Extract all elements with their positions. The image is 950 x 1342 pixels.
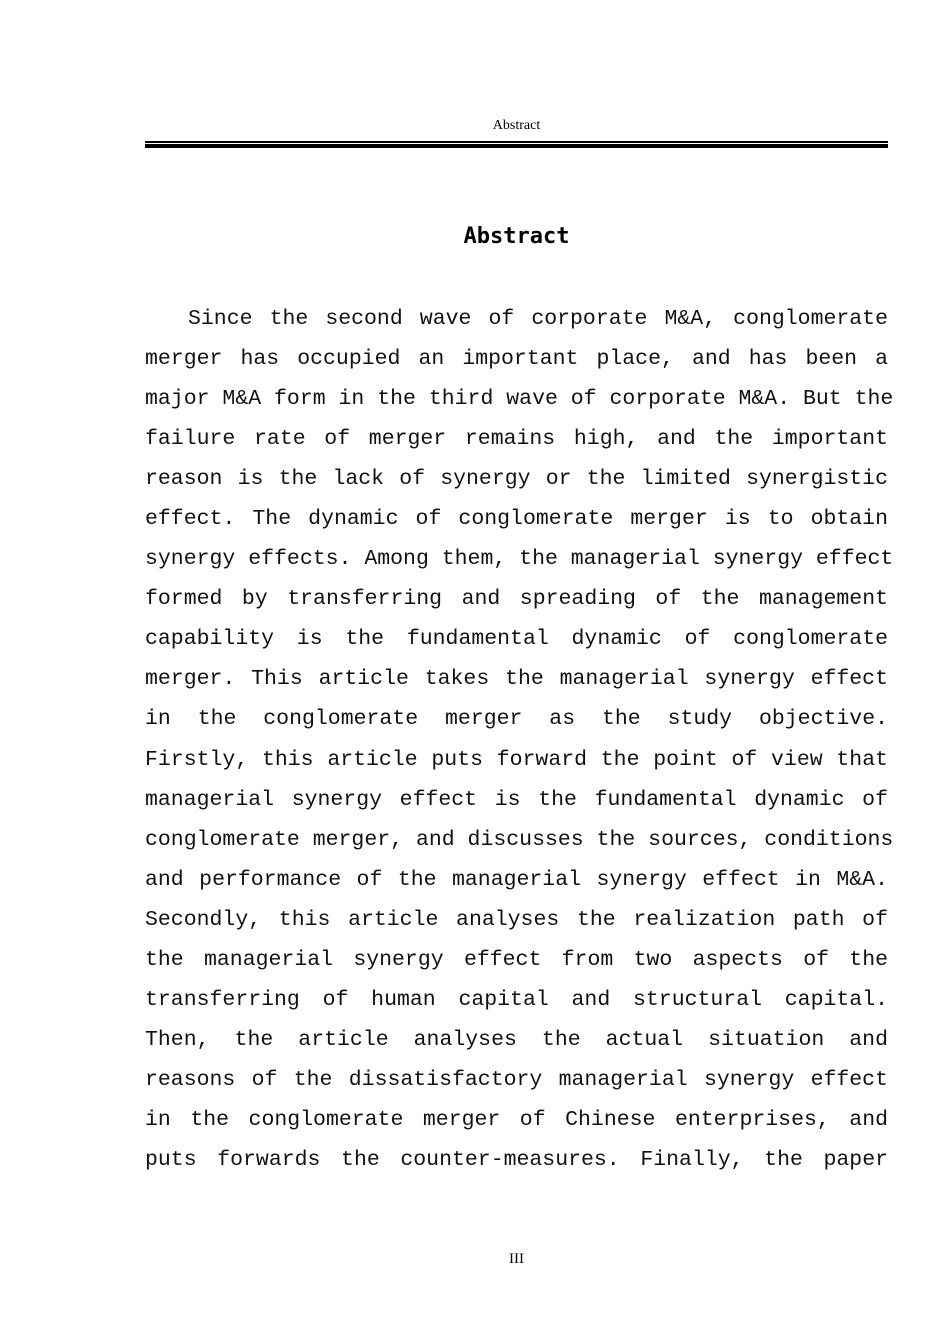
abstract-line: and performance of the managerial synergy effect in M&A.: [145, 867, 888, 892]
running-header: Abstract: [492, 118, 541, 133]
header-rule: [145, 141, 888, 148]
abstract-line: merger has occupied an important place, and has been a: [145, 347, 888, 372]
page-number: III: [509, 1251, 524, 1267]
abstract-line: major M&A form in the third wave of corporate M&A. But the: [145, 387, 894, 412]
header-rule-thick-line: [145, 144, 888, 148]
abstract-line: Then, the article analyses the actual situation and: [145, 1027, 888, 1052]
abstract-line: Since the second wave of corporate M&A, conglomerate: [188, 307, 888, 331]
abstract-line: conglomerate merger, and discusses the sources, conditions: [145, 827, 894, 852]
abstract-line: formed by transferring and spreading of the management: [145, 587, 888, 612]
abstract-line: reasons of the dissatisfactory managerial synergy effect: [145, 1067, 888, 1092]
abstract-line: synergy effects. Among them, the managerial synergy effect: [145, 547, 894, 572]
abstract-line: effect. The dynamic of conglomerate merger is to obtain: [145, 507, 888, 532]
abstract-line: reason is the lack of synergy or the limited synergistic: [145, 467, 888, 492]
abstract-line: managerial synergy effect is the fundamental dynamic of: [145, 787, 888, 812]
abstract-line: the managerial synergy effect from two aspects of the: [145, 947, 888, 972]
abstract-line: puts forwards the counter-measures. Finally, the paper: [145, 1147, 888, 1172]
abstract-line: transferring of human capital and structural capital.: [145, 987, 888, 1012]
abstract-line: Firstly, this article puts forward the point of view that: [145, 747, 888, 772]
abstract-line: Secondly, this article analyses the realization path of: [145, 907, 888, 932]
abstract-line: in the conglomerate merger of Chinese enterprises, and: [145, 1107, 888, 1132]
abstract-line: capability is the fundamental dynamic of conglomerate: [145, 627, 888, 652]
abstract-line: failure rate of merger remains high, and the important: [145, 427, 888, 452]
section-title: Abstract: [463, 224, 570, 249]
abstract-line: merger. This article takes the managerial synergy effect: [145, 667, 888, 692]
abstract-line: in the conglomerate merger as the study objective.: [145, 707, 888, 732]
abstract-body: [145, 299, 894, 1180]
